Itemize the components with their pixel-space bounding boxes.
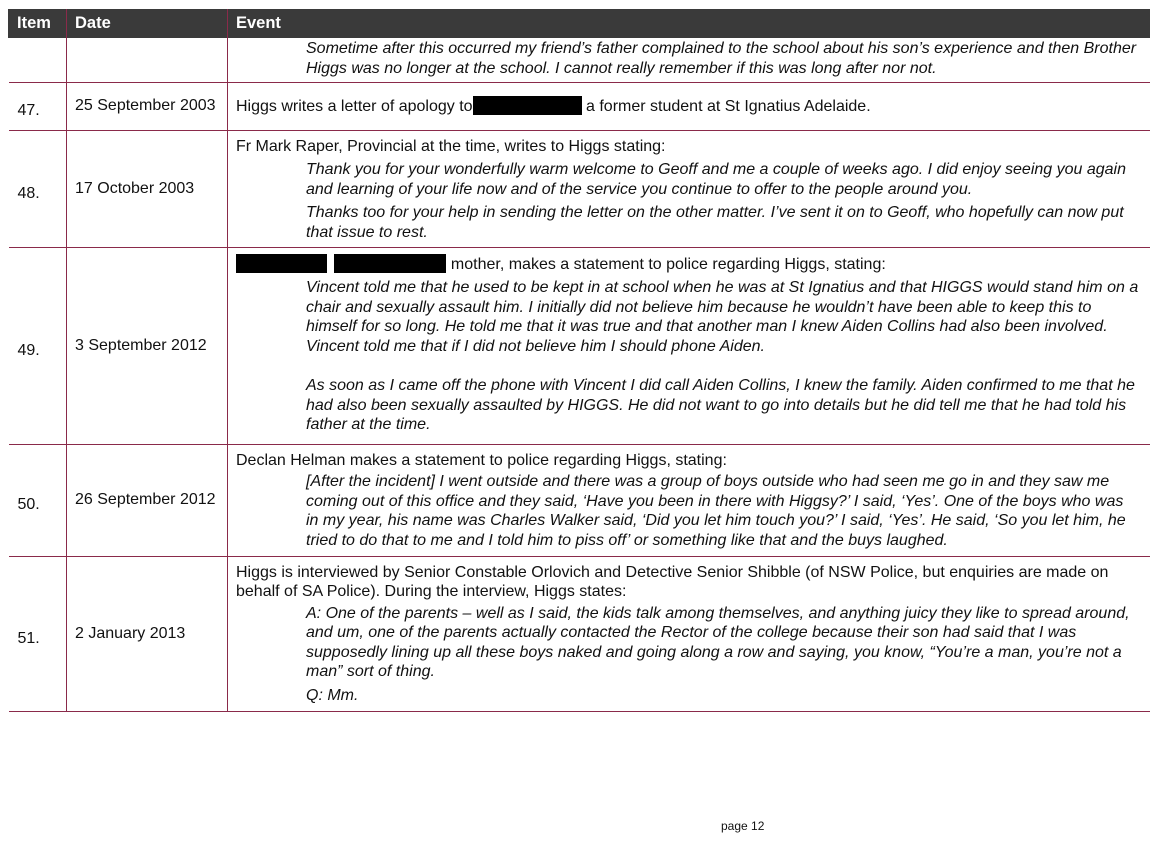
redaction-box xyxy=(236,254,327,273)
item-number: 48. xyxy=(9,130,67,247)
event-quote: [After the incident] I went outside and there was a group of boys outside who had seen me go in and they saw me coming out of this office and they said, ‘Have you been in there with Higgsy?’ I said, ‘Yes’. One of the boys who was in my year, his name was Charles Walker said, ‘Did you let him touch you?’ I said, ‘Yes’. He said, ‘So you let him, he tried to do that to me and I told him to piss off’ or something like that and the buys laughed. xyxy=(306,473,1126,549)
event-intro: Declan Helman makes a statement to police regarding Higgs, stating: xyxy=(236,451,727,469)
table-row xyxy=(9,82,1150,130)
event-cell xyxy=(228,38,1150,82)
chronology-table xyxy=(8,9,1150,712)
header-date: Date xyxy=(67,9,228,38)
item-cell xyxy=(9,38,67,82)
table-row xyxy=(9,38,1150,82)
event-text: a former student at St Ignatius Adelaide. xyxy=(586,97,871,115)
table-row xyxy=(9,444,1150,556)
date-cell: 25 September 2003 xyxy=(67,82,228,130)
event-quote: A: One of the parents – well as I said, the kids talk among themselves, and anything juicy they like to spread around, and um, one of the parents actually contacted the Rector of the college because their son had said that I was supposedly lining up all these boys naked and going along a row and saying, you know, “You’re a man, you’re not a man” sort of thing. xyxy=(306,604,1130,680)
header-event: Event xyxy=(228,9,1150,38)
event-cell xyxy=(228,82,1150,130)
event-intro: mother, makes a statement to police regarding Higgs, stating: xyxy=(236,254,1140,275)
event-cell xyxy=(228,130,1150,247)
page-number: page 12 xyxy=(721,819,765,833)
table-row xyxy=(9,556,1150,711)
date-cell: 2 January 2013 xyxy=(67,556,228,711)
event-quote: Thanks too for your help in sending the letter on the other matter. I’ve sent it on to Geoff, who hopefully can now put that issue to rest. xyxy=(306,204,1124,241)
event-intro: Higgs is interviewed by Senior Constable Orlovich and Detective Senior Shibble (of NSW Police, but enquiries are made on behalf of SA Police). During the interview, Higgs states: xyxy=(236,563,1109,600)
event-intro: Fr Mark Raper, Provincial at the time, writes to Higgs stating: xyxy=(236,137,666,155)
event-quote: Q: Mm. xyxy=(306,686,359,704)
event-cell xyxy=(228,444,1150,556)
date-cell: 26 September 2012 xyxy=(67,444,228,556)
item-number: 47. xyxy=(9,82,67,130)
date-cell: 3 September 2012 xyxy=(67,247,228,444)
date-cell xyxy=(67,38,228,82)
event-quote: As soon as I came off the phone with Vincent I did call Aiden Collins, I knew the family. Aiden confirmed to me that he had also been sexually assaulted by HIGGS. He did not want to go into details but he did tell me that he had told his father at the time. xyxy=(306,377,1135,433)
redaction-box xyxy=(334,254,446,273)
event-cell xyxy=(228,556,1150,711)
event-quote: Sometime after this occurred my friend’s father complained to the school about his son’s experience and then Brother Higgs was no longer at the school. I cannot really remember if this was long after nor not. xyxy=(306,40,1137,77)
event-cell xyxy=(228,247,1150,444)
item-number: 51. xyxy=(9,556,67,711)
event-quote: Vincent told me that he used to be kept in at school when he was at St Ignatius and that HIGGS would stand him on a chair and sexually assault him. I initially did not believe him because he wouldn’t have been able to keep this to himself for so long. He told me that it was true and that another man I knew Aiden Collins had also been involved. Vincent told me that if I did not believe him I should phone Aiden. xyxy=(306,279,1139,355)
event-text: Higgs writes a letter of apology to xyxy=(236,97,473,115)
table-row xyxy=(9,247,1150,444)
table-row xyxy=(9,130,1150,247)
table-header-row xyxy=(9,9,1150,38)
date-cell: 17 October 2003 xyxy=(67,130,228,247)
item-number: 50. xyxy=(9,444,67,556)
event-quote: Thank you for your wonderfully warm welcome to Geoff and me a couple of weeks ago. I did enjoy seeing you again and learning of your life now and of the service you continue to offer to the people around you. xyxy=(306,161,1127,198)
header-item: Item xyxy=(9,9,67,38)
document-page xyxy=(8,9,1149,712)
redaction-box xyxy=(473,96,582,115)
item-number: 49. xyxy=(9,247,67,444)
